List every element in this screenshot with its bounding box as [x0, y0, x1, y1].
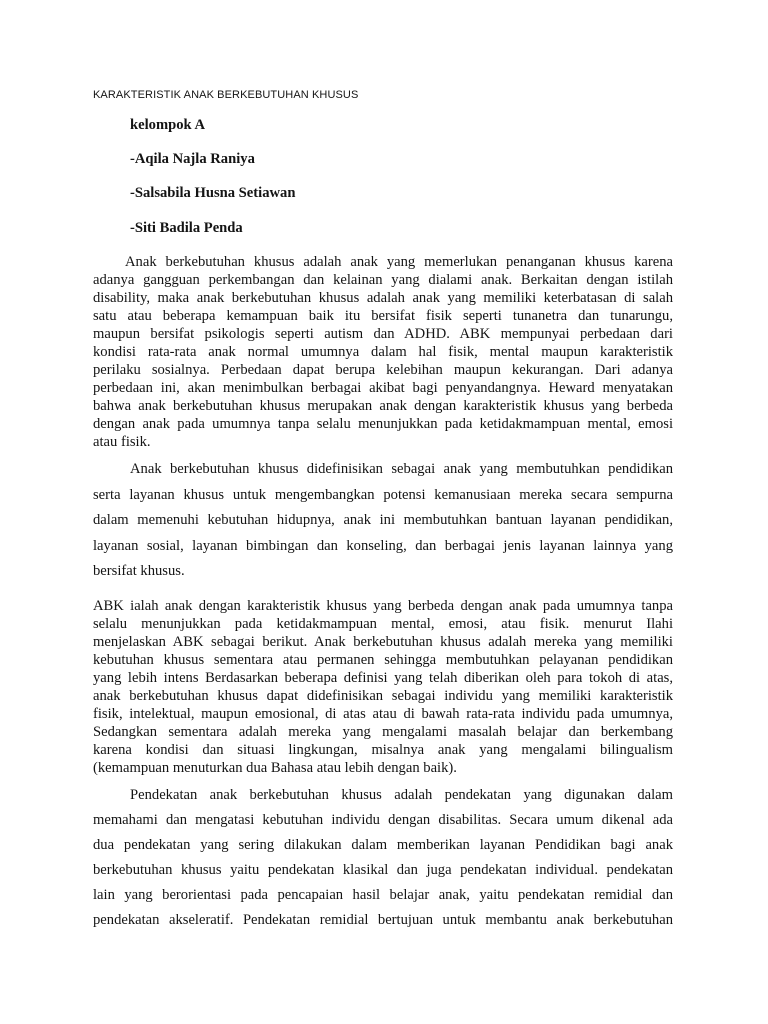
document-title: KARAKTERISTIK ANAK BERKEBUTUHAN KHUSUS — [93, 89, 359, 101]
paragraph-line: kebutuhan khusus sementara atau permanen sehingga membutuhkan pelayanan pendidikan — [93, 652, 673, 668]
paragraph-line: perilaku sosialnya. Perbedaan dapat berupa kelebihan maupun kekurangan. Dari adanya — [93, 362, 673, 378]
paragraph-line: perbedaan ini, akan menimbulkan berbagai akibat bagi penyandangnya. Heward menyatakan — [93, 380, 673, 396]
paragraph-line: dua pendekatan yang sering dilakukan dalam memberikan layanan Pendidikan bagi anak — [93, 837, 673, 853]
paragraph-line: dalam memenuhi kebutuhan hidupnya, anak ini membutuhkan bantuan layanan pendidikan, — [93, 512, 673, 528]
paragraph-line: (kemampuan menuturkan dua Bahasa atau lebih dengan baik). — [93, 760, 457, 776]
group-label: kelompok A — [130, 117, 206, 133]
paragraph-line: karena kondisi dan situasi lingkungan, misalnya anak yang mengalami bilingualism — [93, 742, 673, 758]
paragraph — [93, 457, 673, 585]
paragraph-line: adanya gangguan perkembangan dan kelainan yang dialami anak. Berkaitan dengan istilah — [93, 272, 673, 288]
paragraph — [93, 597, 673, 777]
group-member: -Aqila Najla Raniya — [130, 151, 255, 167]
paragraph-line: atau fisik. — [93, 434, 151, 450]
group-member: -Siti Badila Penda — [130, 220, 243, 236]
paragraph-line: Pendekatan anak berkebutuhan khusus adalah pendekatan yang digunakan dalam — [130, 787, 673, 803]
paragraph-line: memahami dan mengatasi kebutuhan individu dengan disabilitas. Secara umum dikenal ada — [93, 812, 673, 828]
paragraph-line: bahwa anak berkebutuhan khusus merupakan anak dengan karakteristik khusus yang berbeda — [93, 398, 673, 414]
paragraph-line: Anak berkebutuhan khusus adalah anak yang memerlukan penanganan khusus karena — [125, 254, 673, 270]
paragraph-line: yang lebih intens Berdasarkan beberapa definisi yang telah diberikan oleh para tokoh di atas, — [93, 670, 673, 686]
paragraph-line: berkebutuhan khusus yaitu pendekatan klasikal dan juga pendekatan individual. pendekatan — [93, 862, 673, 878]
paragraph-line: selalu menunjukkan pada ketidakmampuan mental, emosi, atau fisik. menurut Ilahi — [93, 616, 673, 632]
paragraph-line: anak berkebutuhan khusus dapat didefinisikan sebagai individu yang memiliki karakteristik — [93, 688, 673, 704]
paragraph-line: disability, maka anak berkebutuhan khusus adalah anak yang memiliki keterbatasan di salah — [93, 290, 673, 306]
paragraph-line: dengan anak pada umumnya tanpa selalu menunjukkan pada ketidakmampuan mental, emosi — [93, 416, 673, 432]
paragraph-line: serta layanan khusus untuk mengembangkan potensi kemanusiaan mereka secara sempurna — [93, 486, 673, 503]
paragraph-line: lain yang berorientasi pada pencapaian hasil belajar anak, yaitu pendekatan remidial dan — [93, 887, 673, 903]
paragraph-line: kondisi rata-rata anak normal umumnya dalam hal fisik, mental maupun karakteristik — [93, 344, 673, 360]
paragraph-line: Anak berkebutuhan khusus didefinisikan sebagai anak yang membutuhkan pendidikan — [130, 461, 673, 477]
paragraph — [93, 783, 673, 933]
paragraph-line: ABK ialah anak dengan karakteristik khusus yang berbeda dengan anak pada umumnya tanpa — [93, 598, 673, 614]
paragraph-line: layanan sosial, layanan bimbingan dan konseling, dan berbagai jenis layanan lainnya yang — [93, 537, 673, 554]
paragraph-line: pendekatan akseleratif. Pendekatan remidial bertujuan untuk membantu anak berkebutuhan — [93, 912, 673, 928]
paragraph — [93, 253, 673, 451]
paragraph-line: maupun bersifat psikologis seperti autism dan ADHD. ABK mempunyai perbedaan dari — [93, 326, 673, 342]
paragraph-line: Sedangkan sementara adalah mereka yang mengalami masalah belajar dan berkembang — [93, 724, 673, 740]
group-member: -Salsabila Husna Setiawan — [130, 185, 296, 201]
paragraph-line: bersifat khusus. — [93, 563, 185, 579]
paragraph-line: satu atau beberapa kemampuan baik itu bersifat fisik seperti tunanetra dan tunarungu, — [93, 308, 673, 324]
paragraph-line: fisik, intelektual, maupun emosional, di atas atau di bawah rata-rata individu pada umumnya, — [93, 706, 673, 722]
paragraph-line: menjelaskan ABK sebagai berikut. Anak berkebutuhan khusus adalah mereka yang memiliki — [93, 634, 673, 650]
